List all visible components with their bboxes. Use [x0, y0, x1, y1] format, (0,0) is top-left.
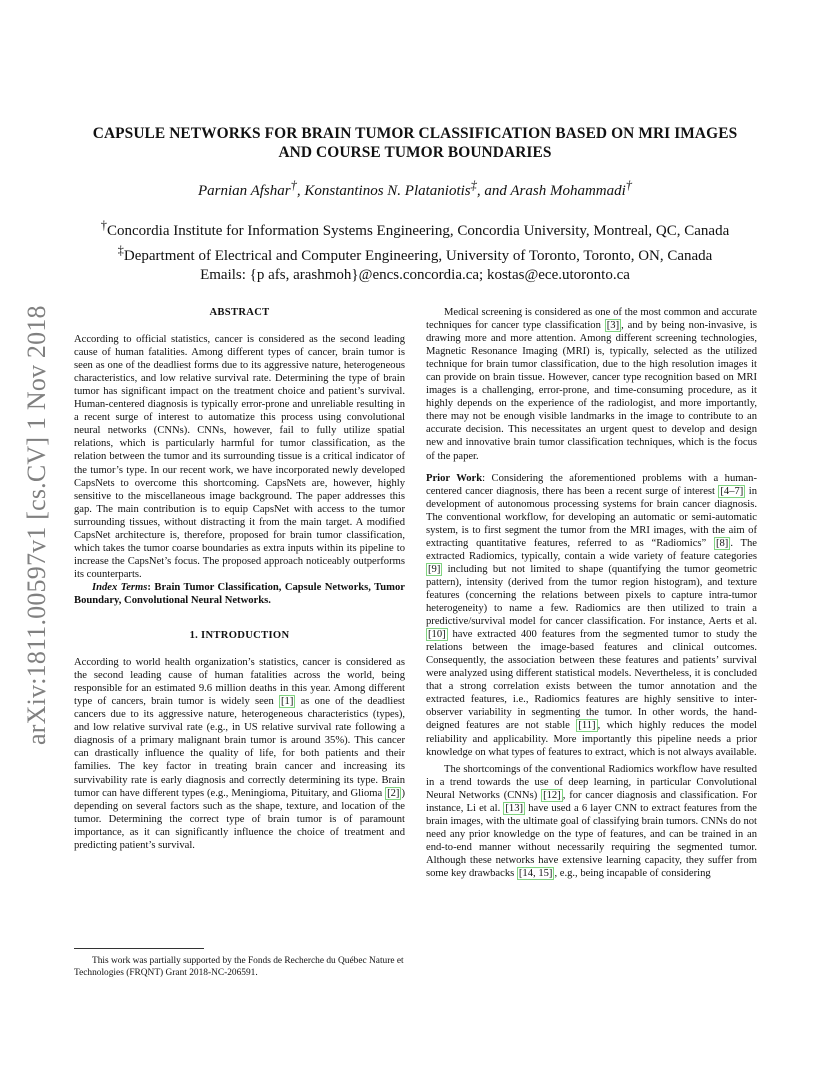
- citation-link[interactable]: [4–7]: [720, 485, 744, 497]
- author-name: Arash Mohammadi: [510, 183, 626, 199]
- author-list: [70, 178, 760, 200]
- text-run: According to world health organization’s statistics, cancer is considered as the second leading cause of human fatalities across the world, being responsible for an estimated 9.6 million deaths in this year. Among different type of cancers, brain tumor is widely seen: [74, 657, 405, 708]
- prior-work-paragraph: [426, 472, 757, 759]
- index-terms-separator: :: [147, 581, 155, 593]
- affiliation-mark: †: [100, 218, 107, 232]
- right-column: [426, 306, 757, 880]
- affiliations: [70, 216, 760, 285]
- author-mark: †: [625, 178, 633, 192]
- text-run: ) depending on several factors such as the shape, texture, and location of the tumor. Determining the correct type of brain tumor is of paramount importance, as it can significantly influence the choice of treatment and predicting patient’s survival.: [74, 787, 405, 851]
- intro-paragraph: [74, 656, 405, 852]
- index-terms-label: Index Terms: [92, 581, 148, 593]
- footnote-rule: [74, 948, 204, 949]
- text-run: as one of the deadliest cancers due to its aggressive nature, heterogeneous characteristics (types), and low relative survival rate (e.g., in US relative survival rate following a diagnosis of a primary malignant brain tumor is around 35%). This cancer can drastically influence the quality of life, for both patients and their families. The key factor in treating brain cancer and increasing its survivability rate is early diagnosis and correctly determining its type. Brain tumor can have different types (e.g., Meningioma, Pituitary, and Glioma: [74, 696, 405, 799]
- affiliation-text: Department of Electrical and Computer Engineering, University of Toronto, Toronto, ON, Canada: [123, 248, 713, 264]
- text-run: , and by being non-invasive, is drawing more and more attention. Among different screening technologies, Magnetic Resonance Imaging (MRI) is, typically, selected as the utilized technique for brain tumor classification, due to the high resolution images it can provide on brain tissue. However, cancer type recognition based on MRI images is a challenging, error-prone, and time-consuming procedure, as it highly depends on the experience of the radiologist, and more importantly, there may not be enough visible landmarks in the image to contribute to an accurate decision. This necessitates an urgent quest to develop and design new and innovative brain tumor classification techniques, which is the focus of the paper.: [426, 320, 757, 462]
- citation-link[interactable]: [14, 15]: [518, 867, 553, 879]
- text-run: , e.g., being incapable of considering: [554, 867, 711, 879]
- text-run: including but not limited to shape (quantifying the tumor geometric pattern), intensity (derived from the tumor region histogram), and texture features (concerning the relations between pixels to capture intra-tumor heterogeneity) to name a few. Radiomics are then utilized to train a predictive/survival model for cancer classification. For instance, Aerts et al.: [426, 563, 757, 628]
- text-run: in development of autonomous processing systems for brain cancer diagnosis. The conventional workflow, for developing an automatic or semi-automatic system, is to first segment the tumor from the MRI images, with the aim of extracting quantitative features, referred to as “Radiomics”: [426, 485, 758, 549]
- text-run: , for cancer diagnosis and classification. For instance, Li et al.: [426, 789, 757, 814]
- title-line-2: AND COURSE TUMOR BOUNDARIES: [278, 144, 552, 161]
- abstract-heading: ABSTRACT: [209, 307, 270, 318]
- funding-footnote: [74, 948, 405, 979]
- citation-link[interactable]: [12]: [543, 789, 561, 801]
- citation-link[interactable]: [9]: [428, 563, 441, 575]
- affiliation-line: [70, 241, 760, 266]
- citation-link[interactable]: [3]: [606, 320, 620, 332]
- affiliation-mark: ‡: [117, 243, 124, 257]
- author-name: Konstantinos N. Plataniotis: [304, 183, 471, 199]
- text-run: : Considering the aforementioned problems with a human-centered cancer diagnosis, there has been a recent surge of interest: [426, 472, 758, 497]
- citation-link[interactable]: [2]: [387, 787, 400, 799]
- text-run: have extracted 400 features from the segmented tumor to study the relations between the image-based features and clinical outcomes. Consequently, the association between these features and patients’ survival were analyzed using different statistical models. Nevertheless, it is concluded that a strong correlation exists between the tumor annotation and the extracted features, i.e., Radiomics features are highly sensitive to inter-observer variability in segmenting the tumor. In other words, the hand-deigned features are not stable: [426, 629, 757, 732]
- left-column: [74, 306, 405, 852]
- citation-link[interactable]: [8]: [715, 537, 729, 549]
- citation-link[interactable]: [10]: [428, 629, 446, 641]
- citation-link[interactable]: [1]: [281, 696, 294, 708]
- text-run: , which highly reduces the model reliability and applicability. More importantly this pipeline needs a prior knowledge on what types of features to extract, which is not always available.: [426, 720, 757, 758]
- text-run: The shortcomings of the conventional Radiomics workflow have resulted in a trend towards the use of deep learning, in particular Convolutional Neural Networks (CNNs): [426, 763, 757, 801]
- citation-link[interactable]: [13]: [505, 802, 524, 814]
- footnote-text: This work was partially supported by the Fonds de Recherche du Québec Nature et Technologies (FRQNT) Grant 2018-NC-206591.: [74, 956, 404, 978]
- author-separator: ,: [296, 183, 305, 199]
- affiliation-line: [70, 216, 760, 241]
- introduction-heading: 1. INTRODUCTION: [189, 630, 290, 642]
- author-emails: Emails: {p afs, arashmoh}@encs.concordia.ca; kostas@ece.utoronto.ca: [200, 267, 630, 283]
- text-run: Medical screening is considered as one of the most common and accurate techniques for cancer type classification: [426, 307, 757, 332]
- deep-learning-paragraph: [426, 763, 757, 880]
- affiliation-text: Concordia Institute for Information Systems Engineering, Concordia University, Montreal, QC, Canada: [107, 223, 730, 239]
- screening-paragraph: [426, 306, 757, 463]
- author-mark: ‡: [470, 178, 477, 192]
- author-separator: , and: [476, 183, 511, 199]
- index-terms: [74, 581, 405, 607]
- citation-link[interactable]: [11]: [578, 720, 596, 732]
- abstract-text: According to official statistics, cancer is considered as the second leading cause of human fatalities. Among different types of cancer, brain tumor is seen as one of the deadliest forms due to its aggressive nature, heterogeneous characteristics, and low relative survival rate. Determining the type of brain tumor has significant impact on the treatment choice and patient’s survival. Human-centered diagnosis is typically error-prone and unreliable resulting in a recent surge of interest to automatize this process using convolutional neural networks (CNNs). CNNs, however, fail to fully utilize spatial relations, which is particularly harmful for tumor classification, as the relation between the tumor and its surrounding tissue is a critical indicator of the tumor’s type. In our recent work, we have incorporated newly developed CapsNets to overcome this shortcoming. CapsNets are, however, highly sensitive to the miscellaneous image background. The paper addresses this gap. The main contribution is to equip CapsNet with access to the tumor surrounding tissues, without distracting it from the main target. A modified CapsNet architecture is, therefore, proposed for brain tumor classification, which takes the tumor coarse boundaries as extra inputs within its pipeline to increase the CapsNet’s focus. The proposed approach noticeably outperforms its counterparts.: [74, 334, 405, 580]
- author-name: Parnian Afshar: [197, 183, 291, 199]
- title-line-1: CAPSULE NETWORKS FOR BRAIN TUMOR CLASSIFICATION BASED ON MRI IMAGES: [92, 125, 738, 142]
- text-run: . The extracted Radiomics, typically, contain a wide variety of feature categories: [426, 537, 758, 562]
- index-terms-value: Brain Tumor Classification, Capsule Networks, Tumor Boundary, Convolutional Neural Networks.: [74, 581, 405, 606]
- paper-title: [70, 124, 760, 162]
- arxiv-identifier: arXiv:1811.00597v1 [cs.CV] 1 Nov 2018: [22, 305, 51, 745]
- text-run: have used a 6 layer CNN to extract features from the brain images, with the ultimate goal of classifying brain tumors. CNNs do not need any prior knowledge on the type of features, and can be trained in an end-to-end manner without necessarily requiring the segmented tumor. Although these networks have extensive learning capacity, they suffer from some key drawbacks: [426, 802, 757, 879]
- author-mark: †: [290, 178, 297, 192]
- prior-work-label: Prior Work: [426, 472, 483, 484]
